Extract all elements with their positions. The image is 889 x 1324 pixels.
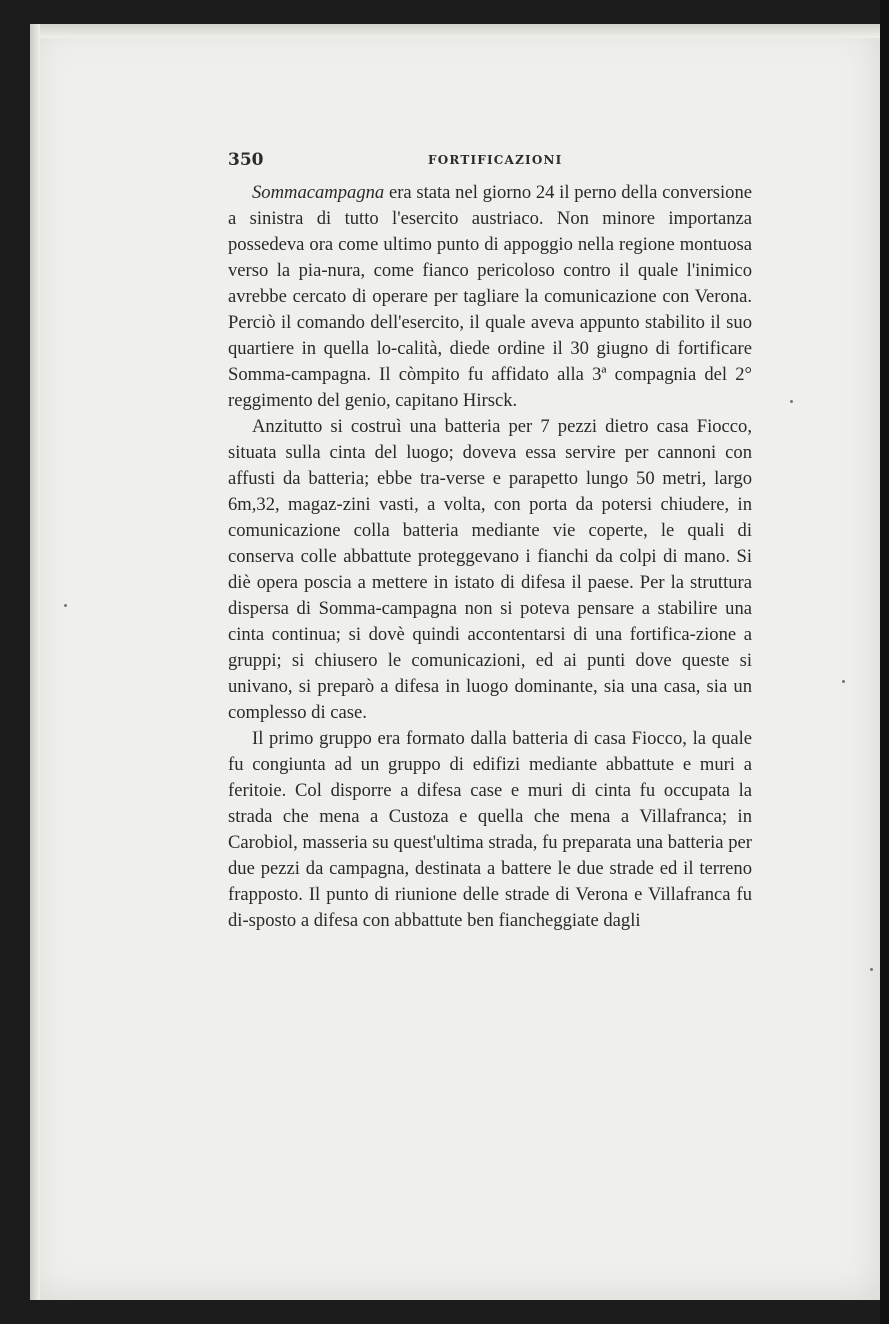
page-number: 350 xyxy=(228,150,264,170)
paragraph xyxy=(228,414,752,726)
paragraph-text: Anzitutto si costruì una batteria per 7 pezzi dietro casa Fiocco, situata sulla cinta del luogo; doveva essa servire per cannoni con affusti da batteria; ebbe tra-verse e parapetto lungo 50 metri, largo 6m,32, magaz-zini vasti, a volta, con porta da potersi chiudere, in comunicazione colla batteria mediante vie coperte, le quali di conserva colle abbattute proteggevano i fianchi da colpi di mano. Si diè opera poscia a mettere in istato di difesa il paese. Per la struttura dispersa di Somma-campagna non si poteva pensare a stabilire una cinta continua; si dovè quindi accontentarsi di una fortifica-zione a gruppi; si chiusero le comunicazioni, ed ai punti dove queste si univano, si preparò a difesa in luogo dominante, sia una casa, sia un complesso di case. xyxy=(228,416,752,723)
paragraph-text: Il primo gruppo era formato dalla batteria di casa Fiocco, la quale fu congiunta ad un gruppo di edifizi mediante abbattute e muri a feritoie. Col disporre a difesa case e muri di cinta fu occupata la strada che mena a Custoza e quella che mena a Villafranca; in Carobiol, masseria su quest'ultima strada, fu preparata una batteria per due pezzi da campagna, destinata a battere le due strade ed il terreno frapposto. Il punto di riunione delle strade di Verona e Villafranca fu di-sposto a difesa con abbattute ben fiancheggiate dagli xyxy=(228,728,752,931)
running-head xyxy=(228,150,752,172)
scan-border-right xyxy=(880,0,889,1324)
dust-speck xyxy=(790,400,793,403)
page-top-edge xyxy=(30,24,880,38)
paragraph xyxy=(228,180,752,414)
running-title: FORTIFICAZIONI xyxy=(428,153,563,167)
paragraph-lead: Sommacampagna xyxy=(252,182,385,203)
dust-speck xyxy=(64,604,67,607)
body-text xyxy=(228,180,752,934)
dust-speck xyxy=(842,680,845,683)
dust-speck xyxy=(870,968,873,971)
page-left-edge xyxy=(30,24,40,1300)
paragraph xyxy=(228,726,752,934)
paragraph-text: era stata nel giorno 24 il perno della conversione a sinistra di tutto l'esercito austriaco. Non minore importanza possedeva ora come ultimo punto di appoggio nella regione montuosa verso la pia-nura, come fianco pericoloso contro il quale l'inimico avrebbe cercato di operare per tagliare la comunicazione con Verona. Perciò il comando dell'esercito, il quale aveva appunto stabilito il suo quartiere in quella lo-calità, diede ordine il 30 giugno di fortificare Somma-campagna. Il còmpito fu affidato alla 3ª compagnia del 2° reggimento del genio, capitano Hirsck. xyxy=(228,182,752,411)
